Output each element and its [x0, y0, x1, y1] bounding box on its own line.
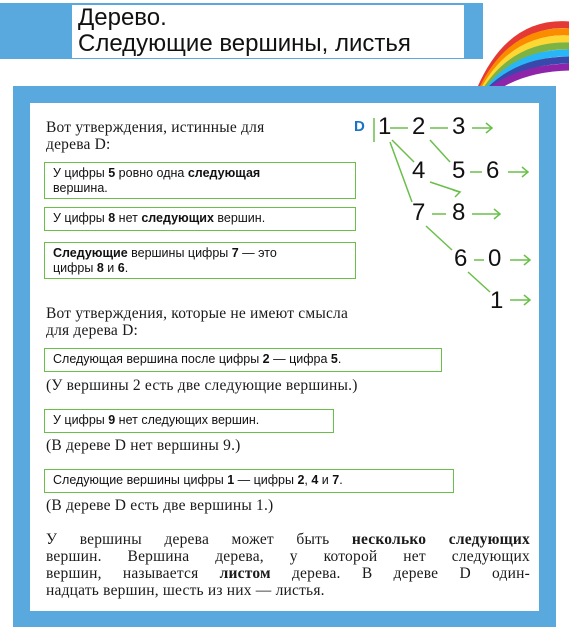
page-subtitle: Следующие вершины, листья — [78, 30, 411, 57]
tree-edges — [350, 112, 540, 322]
tree-node: 3 — [452, 113, 466, 140]
true-statement-3: Следующие вершины цифры 7 — это цифры 8 и 6. — [44, 242, 356, 279]
meaningless-line-2: для дерева D: — [46, 322, 138, 339]
tree-node: 6 — [486, 157, 500, 184]
false-note-1: (У вершины 2 есть две следующие вершины.) — [46, 377, 358, 394]
conclusion-paragraph: У вершины дерева может быть несколько следующих вершин. Вершина дерева, у которой нет следующих вершин, называется листом дерева. В дереве D один- надцать вершин, шесть из них — листья. — [46, 531, 530, 599]
false-note-3: (В дереве D есть две вершины 1.) — [46, 497, 274, 514]
rainbow-decoration — [470, 0, 569, 90]
tree-node: 1 — [490, 287, 504, 314]
false-statement-3: Следующие вершины цифры 1 — цифры 2, 4 и 7. — [44, 469, 454, 493]
intro-line-1: Вот утверждения, истинные для — [46, 119, 265, 136]
intro-line-2: дерева D: — [46, 136, 111, 153]
true-statement-1: У цифры 5 ровно одна следующая вершина. — [44, 162, 356, 199]
tree-diagram — [350, 112, 540, 322]
tree-node: 5 — [452, 157, 466, 184]
tree-node: 7 — [412, 199, 426, 226]
true-statement-2: У цифры 8 нет следующих вершин. — [44, 207, 356, 231]
tree-node: 2 — [412, 113, 426, 140]
false-note-2: (В дереве D нет вершины 9.) — [46, 437, 241, 454]
tree-node: 6 — [454, 245, 468, 272]
tree-node: 8 — [452, 199, 466, 226]
false-statement-1: Следующая вершина после цифры 2 — цифра 5. — [44, 348, 442, 372]
tree-root-label: D — [354, 118, 365, 135]
tree-node: 4 — [412, 157, 426, 184]
tree-node: 0 — [488, 245, 502, 272]
page-title: Дерево. — [78, 4, 167, 31]
meaningless-line-1: Вот утверждения, которые не имеют смысла — [46, 305, 349, 322]
tree-node: 1 — [378, 113, 392, 140]
false-statement-2: У цифры 9 нет следующих вершин. — [44, 409, 334, 433]
